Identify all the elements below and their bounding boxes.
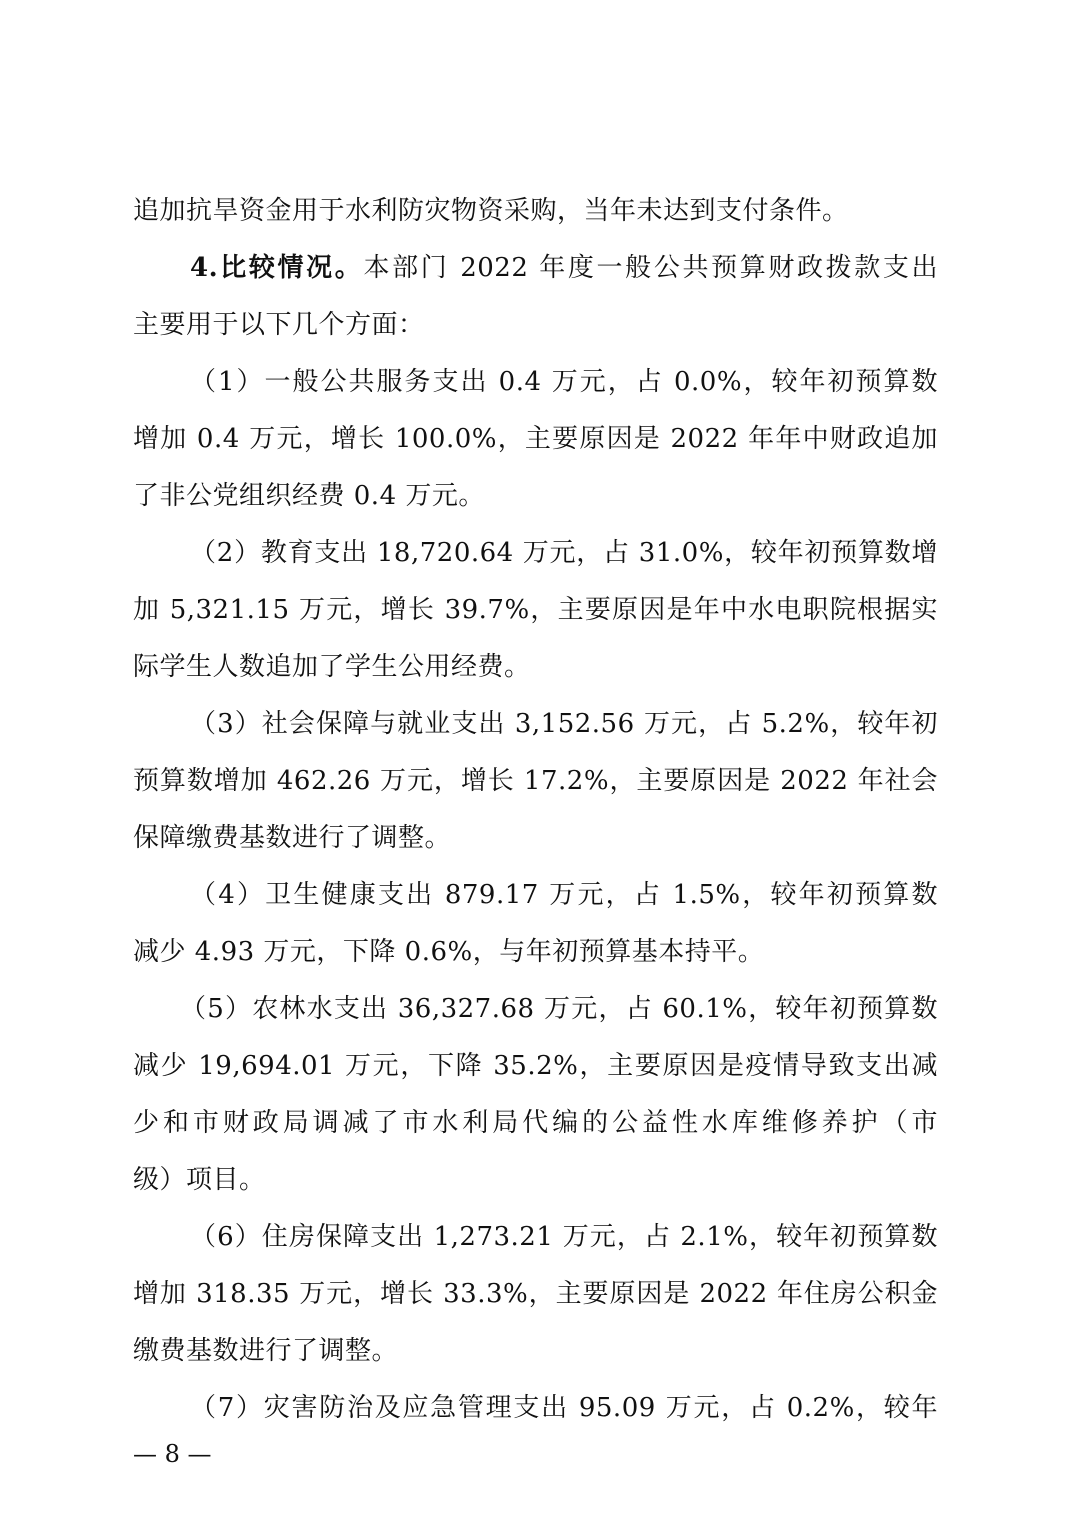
page-number: — 8 — [133, 1440, 212, 1468]
text-line: 增加 318.35 万元，增长 33.3%，主要原因是 2022 年住房公积金 [133, 1279, 938, 1309]
text-line: 少和市财政局调减了市水利局代编的公益性水库维修养护（市 [133, 1108, 938, 1138]
text-line: 缴费基数进行了调整。 [133, 1336, 399, 1366]
text-line: 追加抗旱资金用于水利防灾物资采购，当年未达到支付条件。 [133, 196, 849, 226]
text-line: （7）灾害防治及应急管理支出 95.09 万元，占 0.2%，较年 [190, 1393, 938, 1423]
text-line: 加 5,321.15 万元，增长 39.7%，主要原因是年中水电职院根据实 [133, 595, 938, 625]
text-line: 本部门 2022 年度一般公共预算财政拨款支出 [363, 253, 938, 283]
text-line: （3）社会保障与就业支出 3,152.56 万元，占 5.2%，较年初 [190, 709, 938, 739]
text-line: （2）教育支出 18,720.64 万元，占 31.0%，较年初预算数增 [190, 538, 938, 568]
text-line: 减少 4.93 万元，下降 0.6%，与年初预算基本持平。 [133, 937, 765, 967]
text-line: 了非公党组织经费 0.4 万元。 [133, 481, 485, 511]
section-heading: 4.比较情况。 [190, 253, 364, 283]
text-line: （5）农林水支出 36,327.68 万元，占 60.1%，较年初预算数 [180, 994, 938, 1024]
text-line: 减少 19,694.01 万元，下降 35.2%，主要原因是疫情导致支出减 [133, 1051, 938, 1081]
text-line: 预算数增加 462.26 万元，增长 17.2%，主要原因是 2022 年社会 [133, 766, 938, 796]
paragraph-start [190, 250, 938, 286]
text-line: 级）项目。 [133, 1165, 266, 1195]
text-line: 主要用于以下几个方面： [133, 310, 425, 340]
text-line: （4）卫生健康支出 879.17 万元，占 1.5%，较年初预算数 [190, 880, 938, 910]
text-line: （1）一般公共服务支出 0.4 万元，占 0.0%，较年初预算数 [190, 367, 938, 397]
text-line: 增加 0.4 万元，增长 100.0%，主要原因是 2022 年年中财政追加 [133, 424, 938, 454]
text-line: （6）住房保障支出 1,273.21 万元，占 2.1%，较年初预算数 [190, 1222, 938, 1252]
text-line: 保障缴费基数进行了调整。 [133, 823, 452, 853]
text-line: 际学生人数追加了学生公用经费。 [133, 652, 531, 682]
